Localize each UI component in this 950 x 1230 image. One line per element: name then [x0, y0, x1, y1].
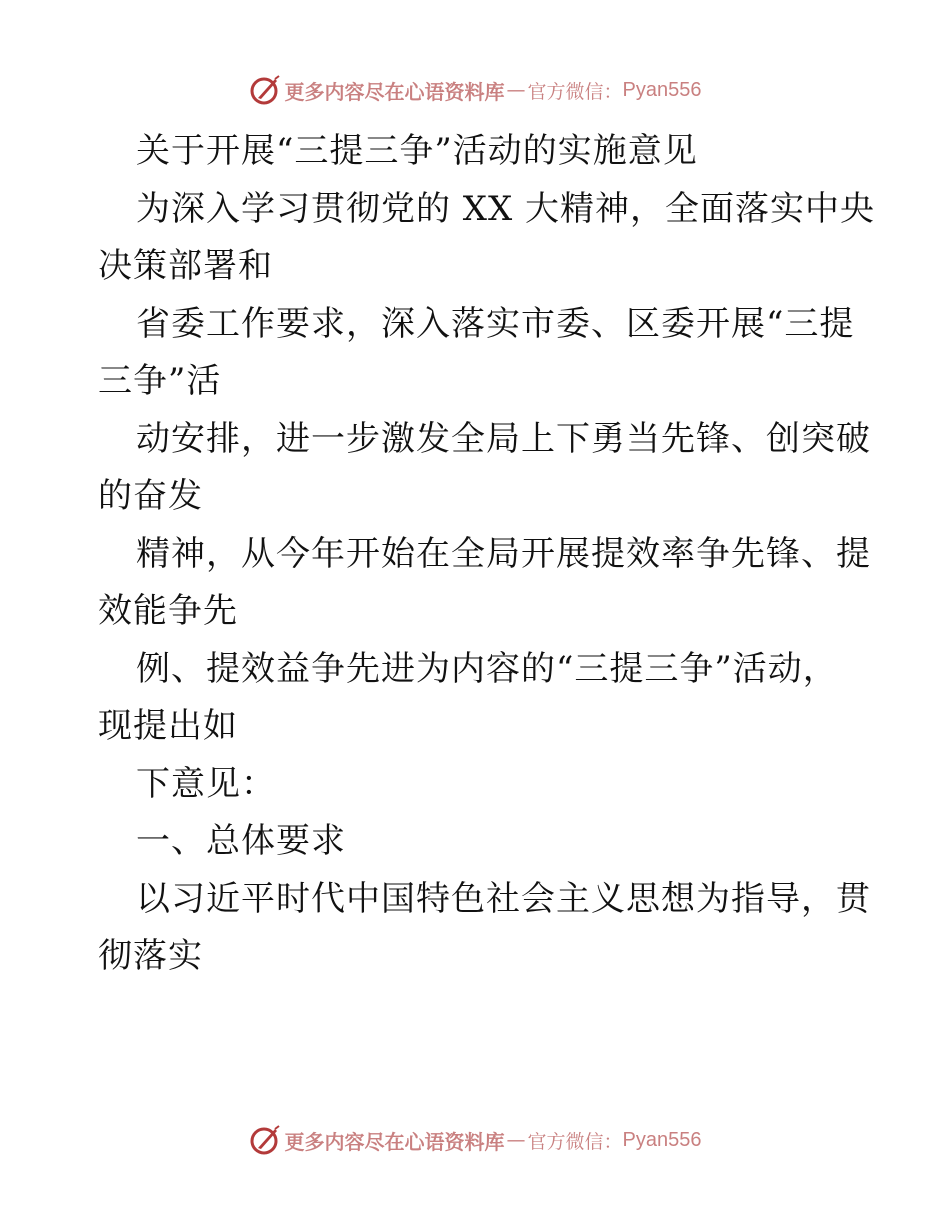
banner-slogan: 更多内容尽在心语资料库	[284, 79, 505, 104]
quill-pen-logo-icon	[249, 74, 281, 106]
footer-banner	[0, 1120, 950, 1160]
paragraph-line: 以习近平时代中国特色社会主义思想为指导，贯	[136, 878, 871, 919]
header-banner	[0, 70, 950, 110]
paragraph-line: 效能争先	[98, 591, 238, 631]
document-title: 关于开展“三提三争”活动的实施意见	[136, 131, 698, 171]
paragraph-line: 现提出如	[98, 706, 238, 746]
paragraph-line: 下意见：	[136, 763, 276, 804]
paragraph-line: 动安排，进一步激发全局上下勇当先锋、创突破	[136, 418, 871, 459]
banner-wechat-label: 官方微信：	[527, 80, 623, 103]
banner-wechat-id: Pyan556	[622, 78, 702, 101]
quill-pen-logo-icon	[249, 1124, 281, 1156]
banner-separator: —	[506, 1129, 526, 1151]
banner-slogan: 更多内容尽在心语资料库	[284, 1129, 505, 1154]
paragraph-line: 的奋发	[98, 476, 203, 516]
paragraph-line: 决策部署和	[98, 246, 273, 286]
banner-wechat-id: Pyan556	[622, 1128, 702, 1151]
banner-separator: —	[506, 79, 526, 101]
paragraph-line: 省委工作要求，深入落实市委、区委开展“三提	[136, 303, 855, 344]
paragraph-line: 三争”活	[98, 361, 222, 401]
paragraph-line: 为深入学习贯彻党的 XX 大精神，全面落实中央	[136, 188, 876, 229]
paragraph-line: 精神，从今年开始在全局开展提效率争先锋、提	[136, 533, 871, 574]
section-heading: 一、总体要求	[136, 821, 346, 861]
paragraph-line: 例、提效益争先进为内容的“三提三争”活动，	[136, 648, 838, 689]
document-body	[98, 123, 876, 986]
banner-wechat-label: 官方微信：	[527, 1130, 623, 1153]
paragraph-line: 彻落实	[98, 936, 203, 976]
